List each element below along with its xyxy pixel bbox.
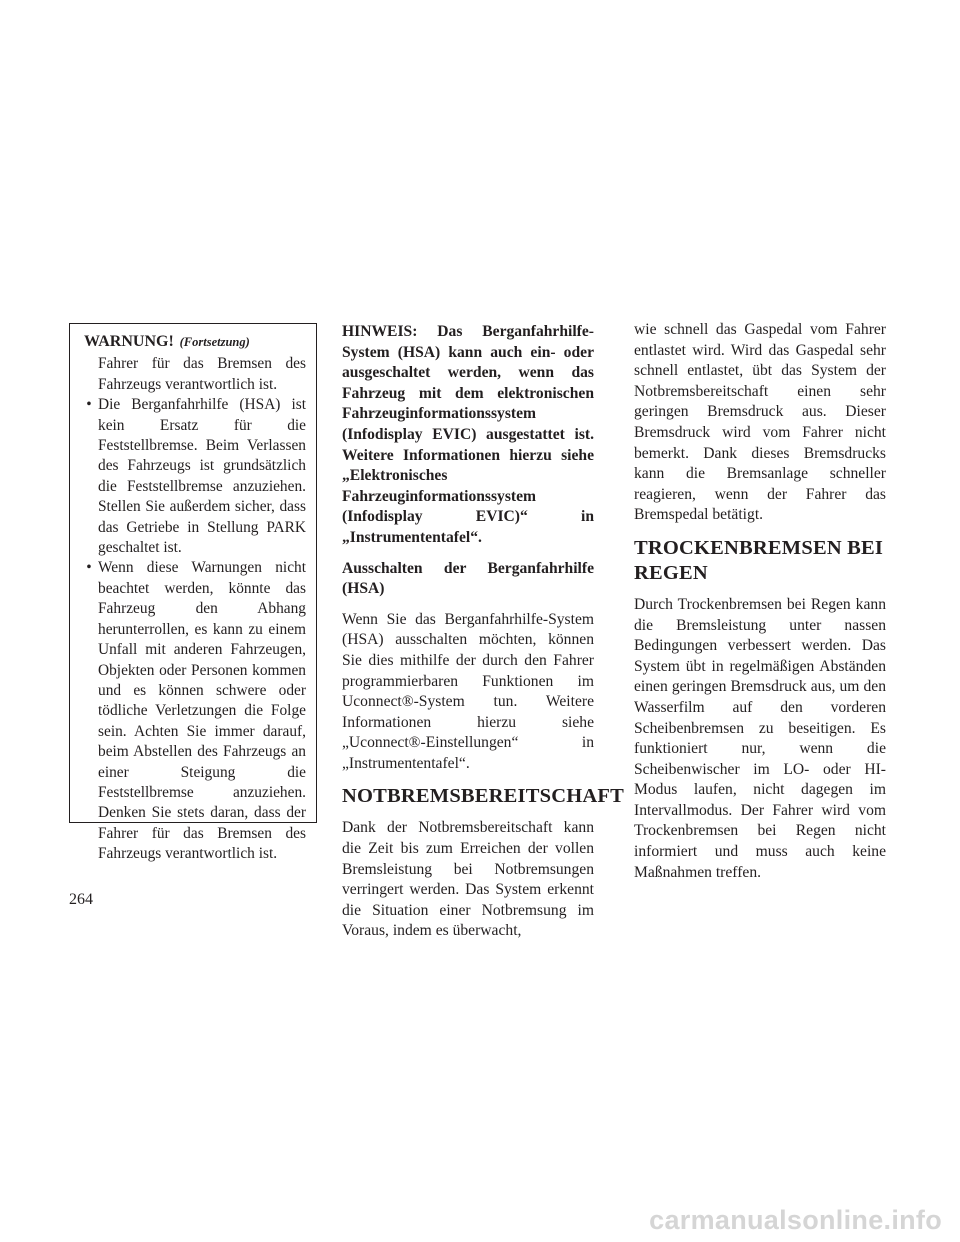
bullet-icon: • — [86, 559, 92, 577]
section-heading-trockenbremsen: TROCKENBREMSEN BEI REGEN — [634, 536, 884, 584]
right-column — [634, 320, 886, 893]
hsa-off-paragraph: Wenn Sie das Berganfahrhilfe-System (HSA) ausschalten möchten, können Sie dies mithilfe der durch den Fahrer programmierbaren Funktionen im Uconnect®-System tun. Weitere Informationen hierzu siehe „Uconnect®-Einstellungen“ in „Instrumententafel“. — [342, 610, 594, 772]
warning-box — [69, 323, 317, 863]
warning-title: WARNUNG! — [84, 333, 174, 350]
warning-bullet-item — [80, 558, 306, 864]
section-heading-notbremsbereitschaft: NOTBREMSBEREITSCHAFT — [342, 785, 624, 808]
warning-bullet-item — [80, 395, 306, 558]
warning-bullet-text: Die Berganfahrhilfe (HSA) ist kein Ersatz für die Feststellbremse. Beim Verlassen des Fahrzeugs ist grundsätzlich die Feststellbremse anzuziehen. Stellen Sie außerdem sicher, dass das Getriebe in Stellung PARK geschaltet ist. — [98, 396, 306, 557]
bullet-icon: • — [86, 396, 92, 414]
note-paragraph: HINWEIS: Das Berganfahrhilfe-System (HSA) kann auch ein- oder ausgeschaltet werden, wenn das Fahrzeug mit dem elektronischen Fahrzeuginformationssystem (Infodisplay EVIC) ausgestattet ist. Weitere Informationen hierzu siehe „Elektronisches Fahrzeuginformationssystem (Infodisplay EVIC)“ in „Instrumententafel“. — [342, 323, 594, 546]
watermark-logo: carmanualsonline.info — [649, 1205, 942, 1235]
middle-column — [342, 322, 624, 952]
warning-header — [84, 332, 306, 352]
page-number: 264 — [69, 891, 93, 908]
notbremsbereitschaft-paragraph: Dank der Notbremsbereitschaft kann die Zeit bis zum Erreichen der vollen Bremsleistung bei Notbremsungen verringert werden. Das System erkennt die Situation einer Notbremsung im Voraus, indem es überwacht, — [342, 819, 594, 940]
warning-intro-text: Fahrer für das Bremsen des Fahrzeugs verantwortlich ist. — [98, 355, 306, 393]
trockenbremsen-paragraph: Durch Trockenbremsen bei Regen kann die Bremsleistung unter nassen Bedingungen verbessert werden. Das System übt in regelmäßigen Abständen einen geringen Bremsdruck aus, um den Wasserfilm auf den vorderen Scheibenbremsen zu beseitigen. Es funktioniert nur, wenn die Scheibenwischer im LO- oder HI-Modus laufen, nicht dagegen im Intervallmodus. Der Fahrer wird vom Trockenbremsen bei Regen nicht informiert und muss auch keine Maßnahmen treffen. — [634, 595, 886, 881]
warning-continued-label: (Fortsetzung) — [179, 335, 250, 349]
notbremsbereitschaft-continued-paragraph: wie schnell das Gaspedal vom Fahrer entlastet wird. Wird das Gaspedal sehr schnell entlastet, übt das System der Notbremsbereitschaft einen sehr geringen Bremsdruck aus. Dieser Bremsdruck wird vom Fahrer nicht bemerkt. Dank dieses Bremsdrucks kann die Bremsanlage schneller reagieren, wenn der Fahrer das Bremspedal betätigt. — [634, 321, 886, 524]
warning-bullet-text: Wenn diese Warnungen nicht beachtet werden, könnte das Fahrzeug den Abhang herunterrollen, es kann zu einem Unfall mit anderen Fahrzeugen, Objekten oder Personen kommen und es können schwere oder tödliche Verletzungen die Folge sein. Achten Sie immer darauf, beim Abstellen des Fahrzeugs an einer Steigung die Feststellbremse anzuziehen. Denken Sie stets daran, dass der Fahrer für das Bremsen des Fahrzeugs verantwortlich ist. — [98, 559, 306, 863]
subheading-hsa-off: Ausschalten der Berganfahrhilfe (HSA) — [342, 559, 594, 598]
